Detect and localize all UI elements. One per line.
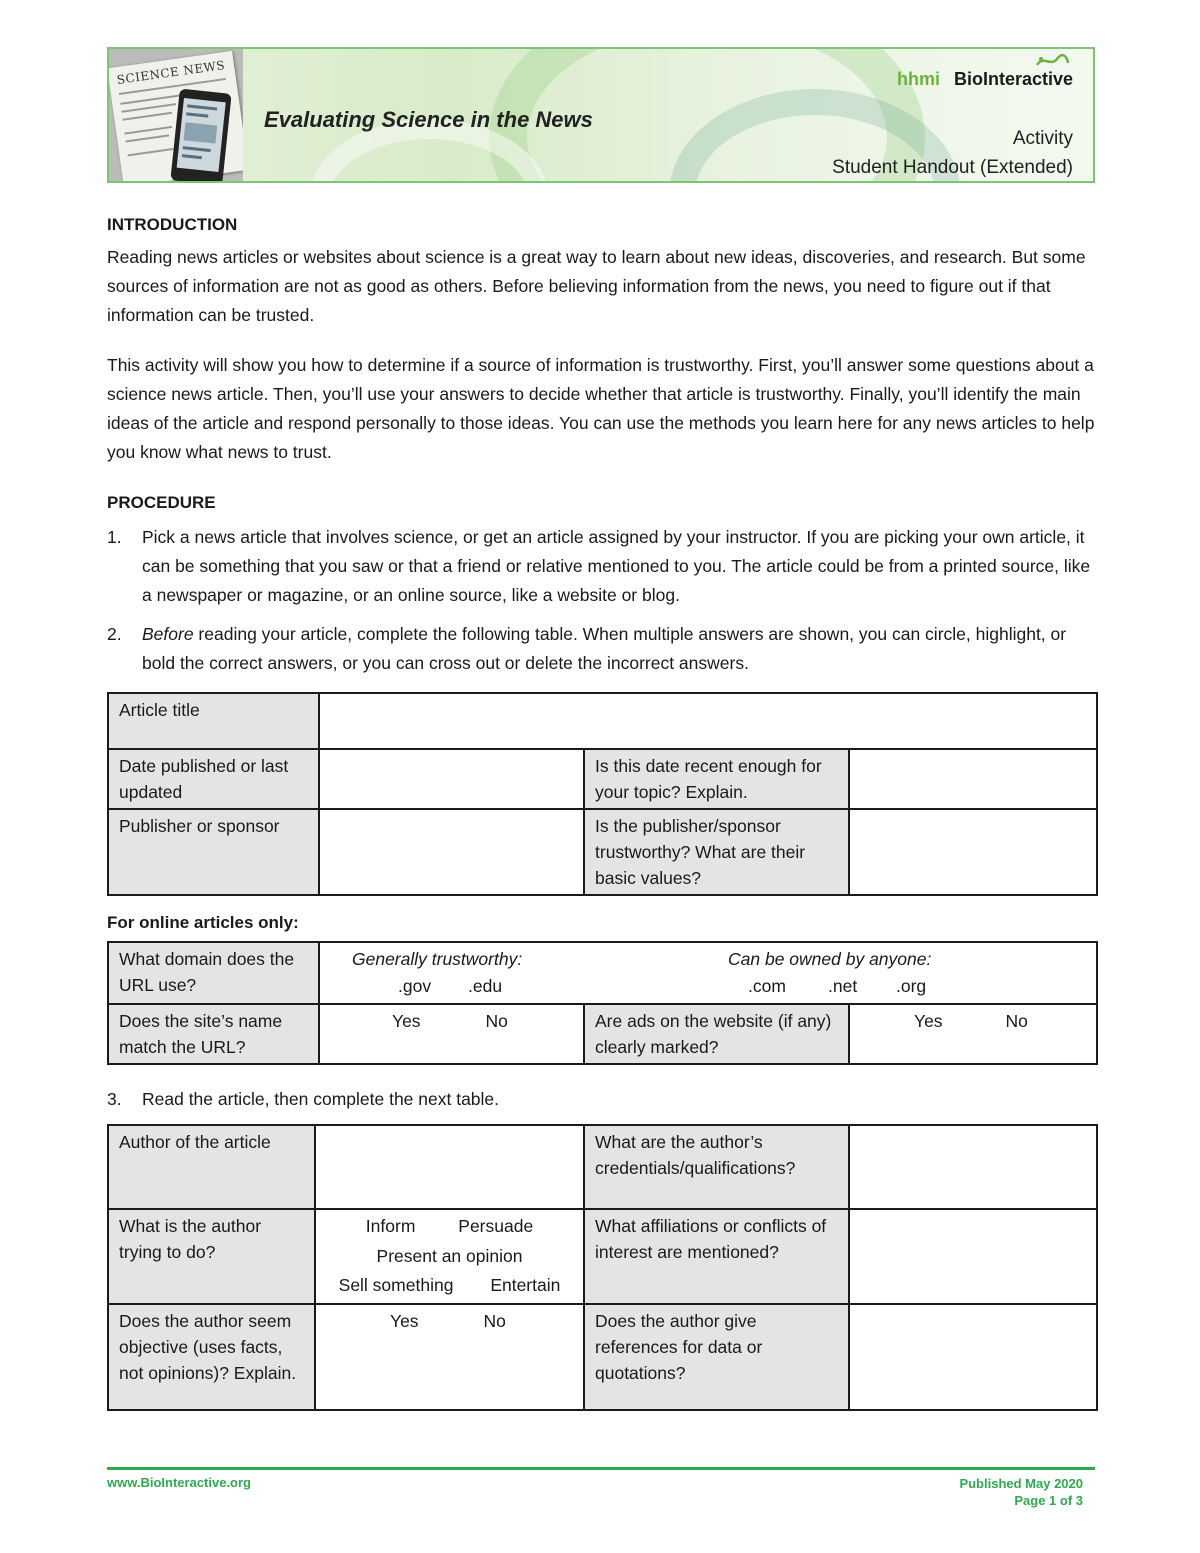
table-row: [108, 1125, 1097, 1209]
anyone-label: Can be owned by anyone:: [728, 949, 932, 969]
table-row: [108, 1209, 1097, 1304]
ads-question: Are ads on the website (if any) clearly marked?: [584, 1004, 849, 1064]
domain-options-layout: [320, 946, 1096, 1000]
option-inform[interactable]: Inform: [365, 1216, 416, 1236]
handout-label: Student Handout (Extended): [832, 157, 1073, 178]
step-number: 3.: [107, 1089, 122, 1109]
procedure-step-2: [107, 620, 1095, 678]
phone-illustration: [170, 89, 231, 183]
purpose-options-row: [320, 1271, 579, 1301]
option-no[interactable]: No: [483, 1310, 506, 1331]
newspaper-line: [122, 112, 172, 121]
site-name-question: Does the site’s name match the URL?: [108, 1004, 319, 1064]
procedure-steps: [107, 523, 1095, 678]
option-gov[interactable]: .gov: [398, 976, 432, 996]
procedure-step-1: [107, 523, 1095, 610]
date-recent-answer-field[interactable]: [849, 749, 1097, 809]
publisher-trust-answer-field[interactable]: [849, 809, 1097, 895]
table-row: [108, 809, 1097, 895]
affiliations-question: What affiliations or conflicts of interest are mentioned?: [584, 1209, 849, 1304]
publisher-label: Publisher or sponsor: [108, 809, 319, 895]
option-entertain[interactable]: Entertain: [490, 1275, 561, 1295]
newspaper-masthead: SCIENCE NEWS: [116, 58, 226, 88]
phone-text-line: [183, 146, 211, 152]
option-no[interactable]: No: [1005, 1011, 1028, 1031]
option-com[interactable]: .com: [748, 976, 786, 996]
phone-text-line: [182, 154, 202, 159]
table-row: [108, 942, 1097, 1004]
header-banner: [107, 47, 1095, 183]
handout-type: [832, 124, 1073, 182]
purpose-options-row: [320, 1212, 579, 1242]
newspaper-line: [127, 148, 173, 156]
phone-text-line: [187, 104, 217, 110]
credentials-question: What are the author’s credentials/qualifications?: [584, 1125, 849, 1209]
procedure-steps-continued: [107, 1085, 1095, 1114]
newspaper-line: [124, 126, 172, 135]
online-articles-heading: For online articles only:: [107, 913, 299, 932]
procedure-heading: PROCEDURE: [107, 493, 216, 512]
purpose-options-row: [320, 1242, 579, 1272]
references-question: Does the author give references for data or quotations?: [584, 1304, 849, 1410]
option-persuade[interactable]: Persuade: [458, 1216, 534, 1236]
phone-text-line: [186, 112, 208, 117]
footer-url[interactable]: www.BioInteractive.org: [107, 1475, 251, 1490]
step-number: 1.: [107, 527, 122, 547]
publisher-field[interactable]: [319, 809, 584, 895]
lizard-logo-icon: [1035, 53, 1069, 69]
document-body: [107, 210, 1095, 1411]
published-date: Published May 2020: [959, 1476, 1083, 1491]
page-number: Page 1 of 3: [1014, 1493, 1083, 1508]
ads-options: [849, 1004, 1097, 1064]
article-info-table: [107, 692, 1098, 896]
hhmi-biointeractive-logo: [897, 69, 1073, 90]
author-label: Author of the article: [108, 1125, 315, 1209]
article-title-label: Article title: [108, 693, 319, 749]
site-name-options: [319, 1004, 584, 1064]
phone-image-block: [184, 122, 218, 143]
domain-options: [319, 942, 1097, 1004]
introduction-heading: INTRODUCTION: [107, 215, 238, 234]
footer-info: [959, 1475, 1083, 1509]
objectivity-options: [315, 1304, 584, 1410]
option-yes[interactable]: Yes: [390, 1310, 419, 1331]
newspaper-line: [125, 134, 169, 142]
domain-question: What domain does the URL use?: [108, 942, 319, 1004]
step-number: 2.: [107, 624, 122, 644]
article-title-field[interactable]: [319, 693, 1097, 749]
author-purpose-options: [315, 1209, 584, 1304]
table-row: [108, 1004, 1097, 1064]
objectivity-question: Does the author seem objective (uses facts, not opinions)? Explain.: [108, 1304, 315, 1410]
table-row: [108, 749, 1097, 809]
trustworthy-label: Generally trustworthy:: [352, 949, 523, 969]
online-articles-table: [107, 941, 1098, 1065]
option-org[interactable]: .org: [896, 976, 927, 996]
option-net[interactable]: .net: [828, 976, 858, 996]
option-edu[interactable]: .edu: [468, 976, 503, 996]
step-emphasis: Before: [142, 624, 194, 644]
author-purpose-question: What is the author trying to do?: [108, 1209, 315, 1304]
credentials-answer-field[interactable]: [849, 1125, 1097, 1209]
author-table: [107, 1124, 1098, 1411]
step-text: Pick a news article that involves science, or get an article assigned by your instructor. If you are picking your own article, it can be something that you saw or that a friend or relative mentioned to you. The article could be from a printed source, like a newspaper or magazine, or an online source, like a website or blog.: [142, 527, 1091, 605]
option-no[interactable]: No: [485, 1011, 508, 1031]
page-title: Evaluating Science in the News: [264, 107, 593, 132]
option-yes[interactable]: Yes: [392, 1011, 421, 1031]
affiliations-answer-field[interactable]: [849, 1209, 1097, 1304]
date-published-field[interactable]: [319, 749, 584, 809]
newspaper-phone-image: [109, 49, 243, 183]
date-published-label: Date published or last updated: [108, 749, 319, 809]
option-yes[interactable]: Yes: [914, 1011, 943, 1031]
logo-biointeractive: BioInteractive: [953, 69, 1073, 89]
step-text: Read the article, then complete the next table.: [142, 1089, 500, 1109]
option-sell-something[interactable]: Sell something: [338, 1275, 454, 1295]
option-present-opinion[interactable]: Present an opinion: [376, 1245, 523, 1266]
activity-label: Activity: [1012, 128, 1073, 149]
table-row: [108, 1304, 1097, 1410]
references-answer-field[interactable]: [849, 1304, 1097, 1410]
intro-paragraph-1: Reading news articles or websites about science is a great way to learn about new ideas, discoveries, and research. But some sources of information are not as good as others. Before believing information from the news, you need to figure out if that information can be trusted.: [107, 247, 1086, 325]
footer-divider: [107, 1467, 1095, 1470]
publisher-trust-question: Is the publisher/sponsor trustworthy? What are their basic values?: [584, 809, 849, 895]
date-recent-question: Is this date recent enough for your topic? Explain.: [584, 749, 849, 809]
step-text: reading your article, complete the following table. When multiple answers are shown, you can circle, highlight, or bold the correct answers, or you can cross out or delete the incorrect answers.: [142, 624, 1067, 673]
phone-screen: [177, 98, 226, 172]
table-row: [108, 693, 1097, 749]
intro-paragraph-2: This activity will show you how to determine if a source of information is trustworthy. First, you’ll answer some questions about a science news article. Then, you’ll use your answers to decide whether that article is trustworthy. Finally, you’ll identify the main ideas of the article and respond personally to those ideas. You can use the methods you learn here for any news articles to help you know what news to trust.: [107, 355, 1095, 462]
logo-hhmi: hhmi: [896, 69, 940, 89]
procedure-step-3: [107, 1085, 1095, 1114]
author-field[interactable]: [315, 1125, 584, 1209]
